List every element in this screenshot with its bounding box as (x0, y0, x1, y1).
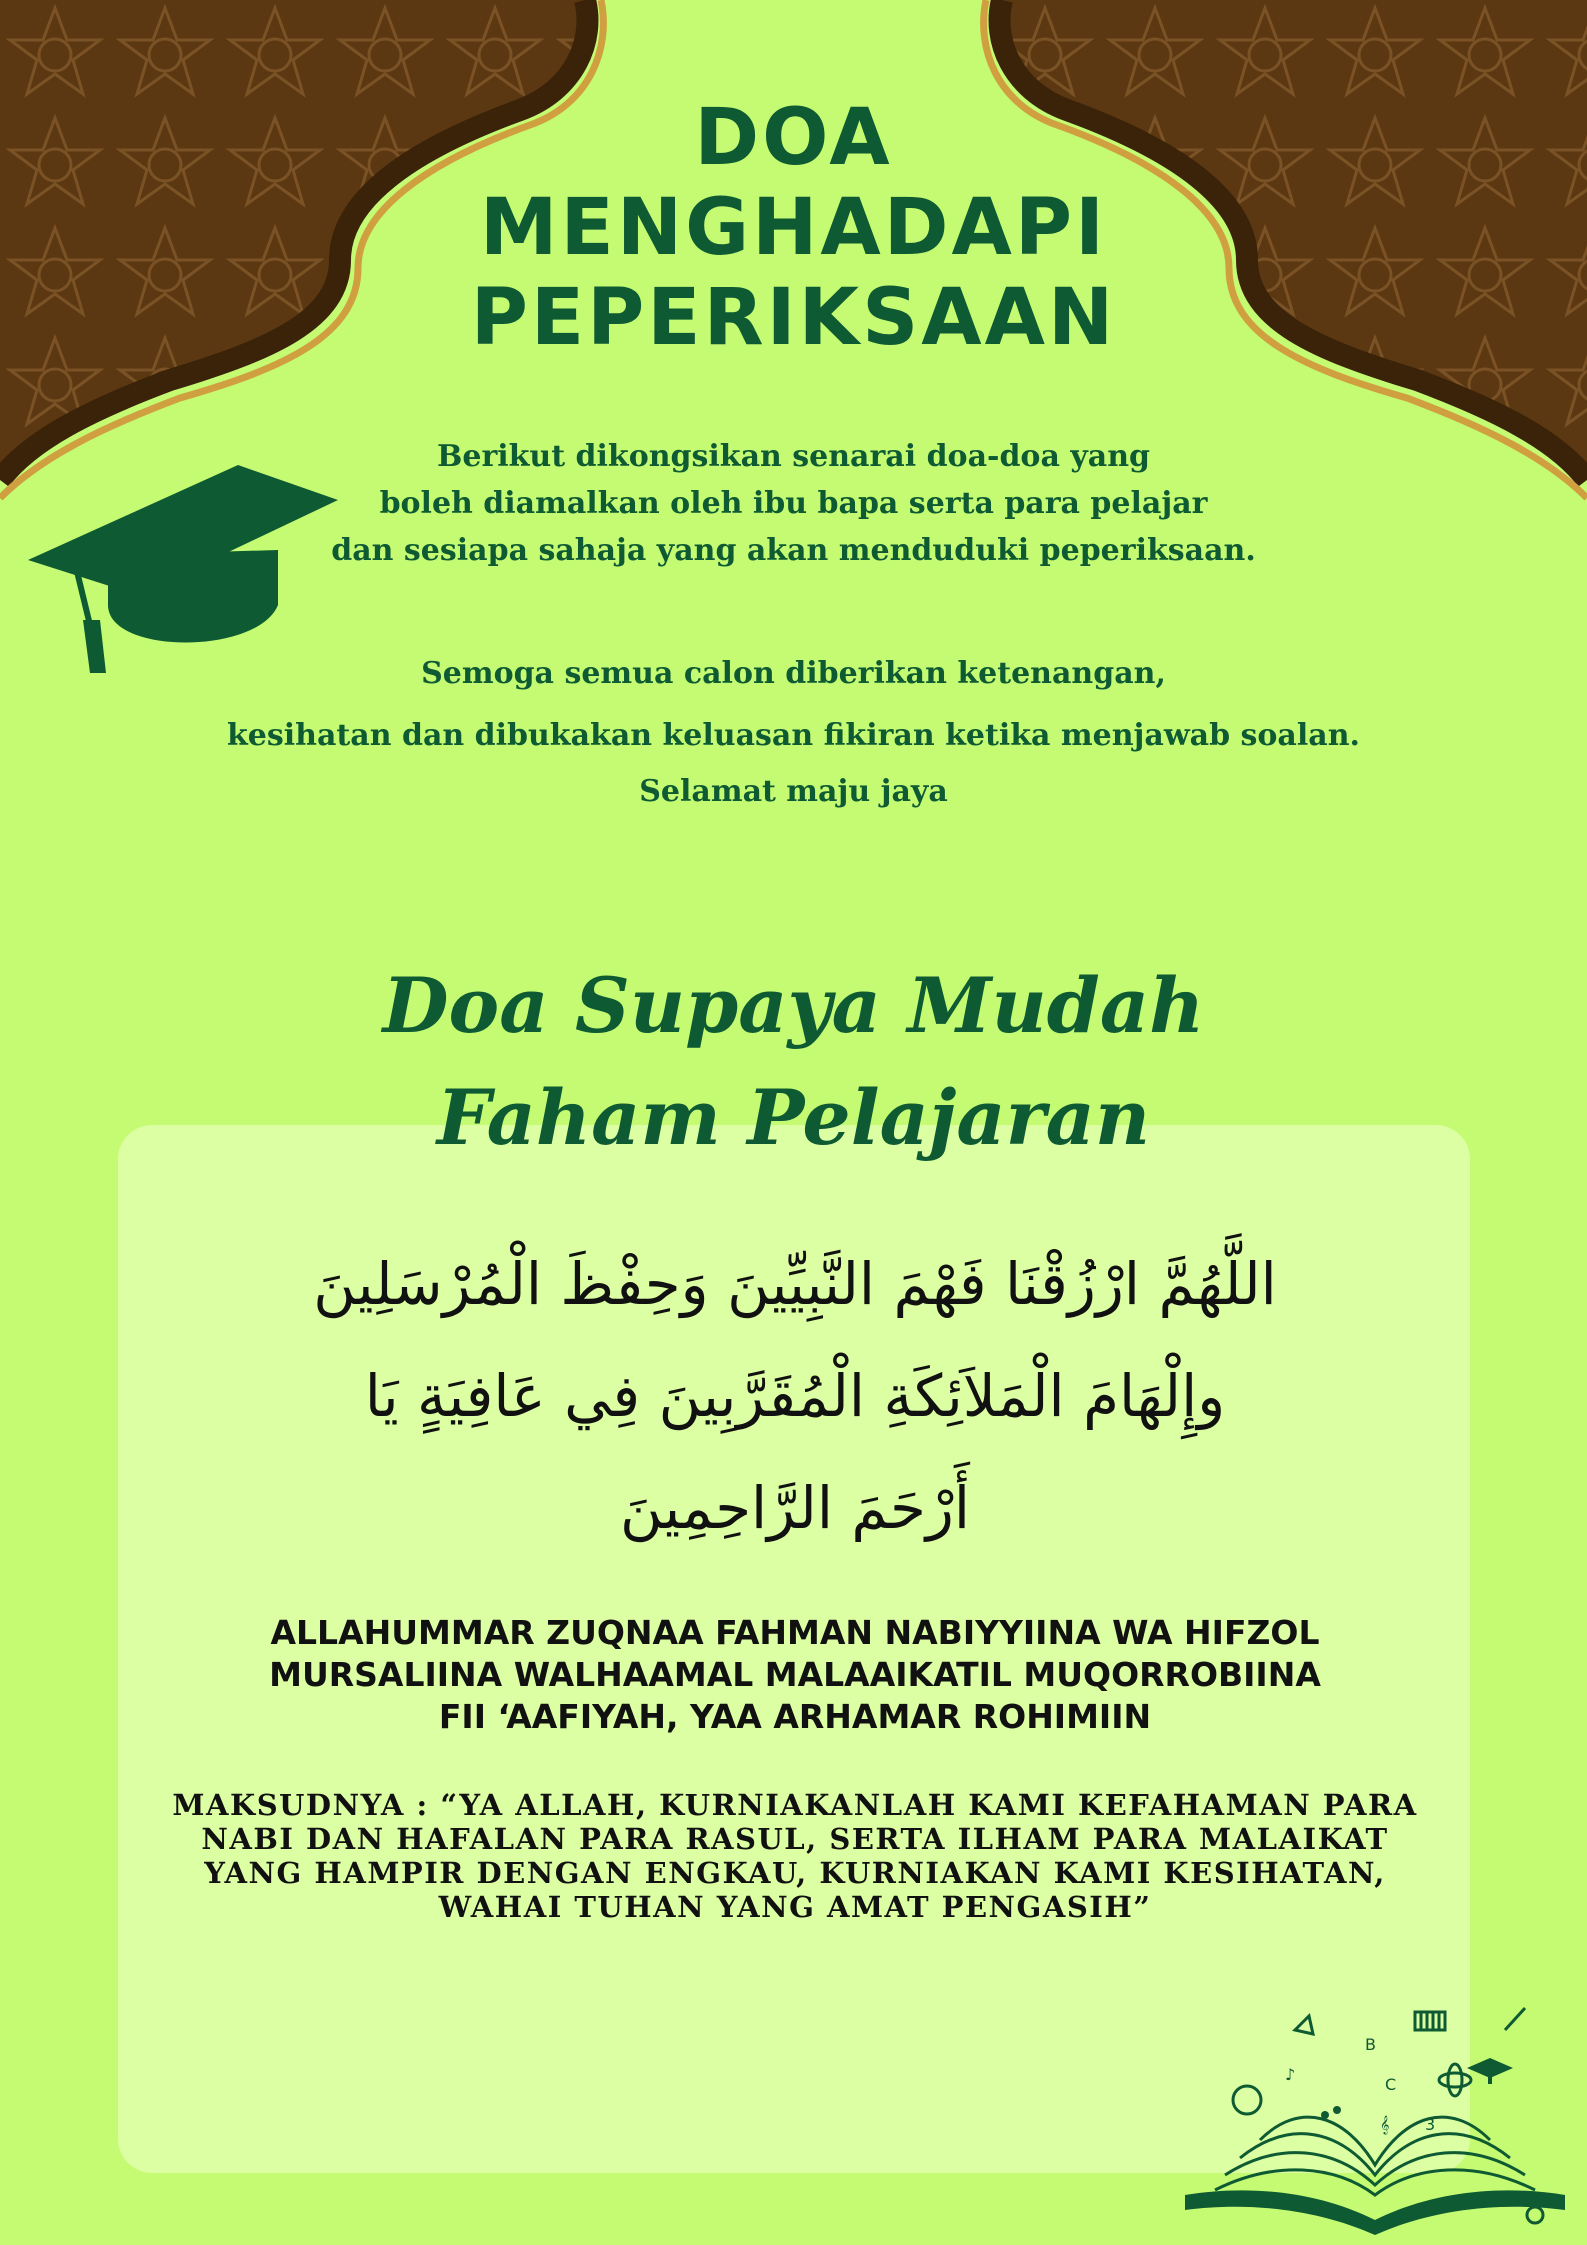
intro-line: kesihatan dan dibukakan keluasan fikiran ketika menjawab soalan. (227, 718, 1360, 753)
intro-line: Selamat maju jaya (639, 774, 948, 809)
svg-text:𝄞: 𝄞 (1380, 2115, 1390, 2134)
arabic-prayer-line: اللَّهُمَّ ارْزُقْنَا فَهْمَ النَّبِيِّينَ وَحِفْظَ الْمُرْسَلِينَ (313, 1250, 1277, 1318)
intro-line: Berikut dikongsikan senarai doa-doa yang (437, 439, 1150, 474)
arabic-prayer-line: أَرْحَمَ الرَّاحِمِينَ (620, 1474, 970, 1542)
meaning-line: NABI DAN HAFALAN PARA RASUL, SERTA ILHAM PARA MALAIKAT (201, 1822, 1389, 1856)
svg-text:C: C (1385, 2075, 1397, 2094)
section-title-line-1: Doa Supaya Mudah (382, 961, 1205, 1050)
page-title-line-2: MENGHADAPI (479, 183, 1108, 273)
transliteration-line: ALLAHUMMAR ZUQNAA FAHMAN NABIYYIINA WA HIFZOL (270, 1613, 1320, 1652)
meaning-line: MAKSUDNYA : “YA ALLAH, KURNIAKANLAH KAMI KEFAHAMAN PARA (172, 1788, 1418, 1822)
arabic-prayer-line: وإِلْهَامَ الْمَلاَئِكَةِ الْمُقَرَّبِينَ فِي عَافِيَةٍ يَا (364, 1362, 1226, 1430)
intro-line: dan sesiapa sahaja yang akan menduduki peperiksaan. (331, 533, 1256, 568)
transliteration-line: MURSALIINA WALHAAMAL MALAAIKATIL MUQORROBIINA (269, 1655, 1321, 1694)
intro-line: boleh diamalkan oleh ibu bapa serta para pelajar (379, 486, 1208, 521)
svg-text:B: B (1365, 2035, 1376, 2054)
meaning-line: YANG HAMPIR DENGAN ENGKAU, KURNIAKAN KAMI KESIHATAN, (204, 1856, 1386, 1890)
transliteration-line: FII ‘AAFIYAH, YAA ARHAMAR ROHIMIIN (438, 1697, 1152, 1736)
svg-text:♪: ♪ (1285, 2065, 1296, 2084)
meaning-line: WAHAI TUHAN YANG AMAT PENGASIH” (438, 1890, 1152, 1924)
page-title-line-3: PEPERIKSAAN (470, 273, 1117, 363)
svg-text:3: 3 (1425, 2115, 1436, 2134)
intro-line: Semoga semua calon diberikan ketenangan, (421, 656, 1166, 691)
page-title-line-1: DOA (694, 93, 893, 183)
section-title-line-2: Faham Pelajaran (436, 1073, 1151, 1162)
open-book-icon (1185, 1990, 1565, 2235)
